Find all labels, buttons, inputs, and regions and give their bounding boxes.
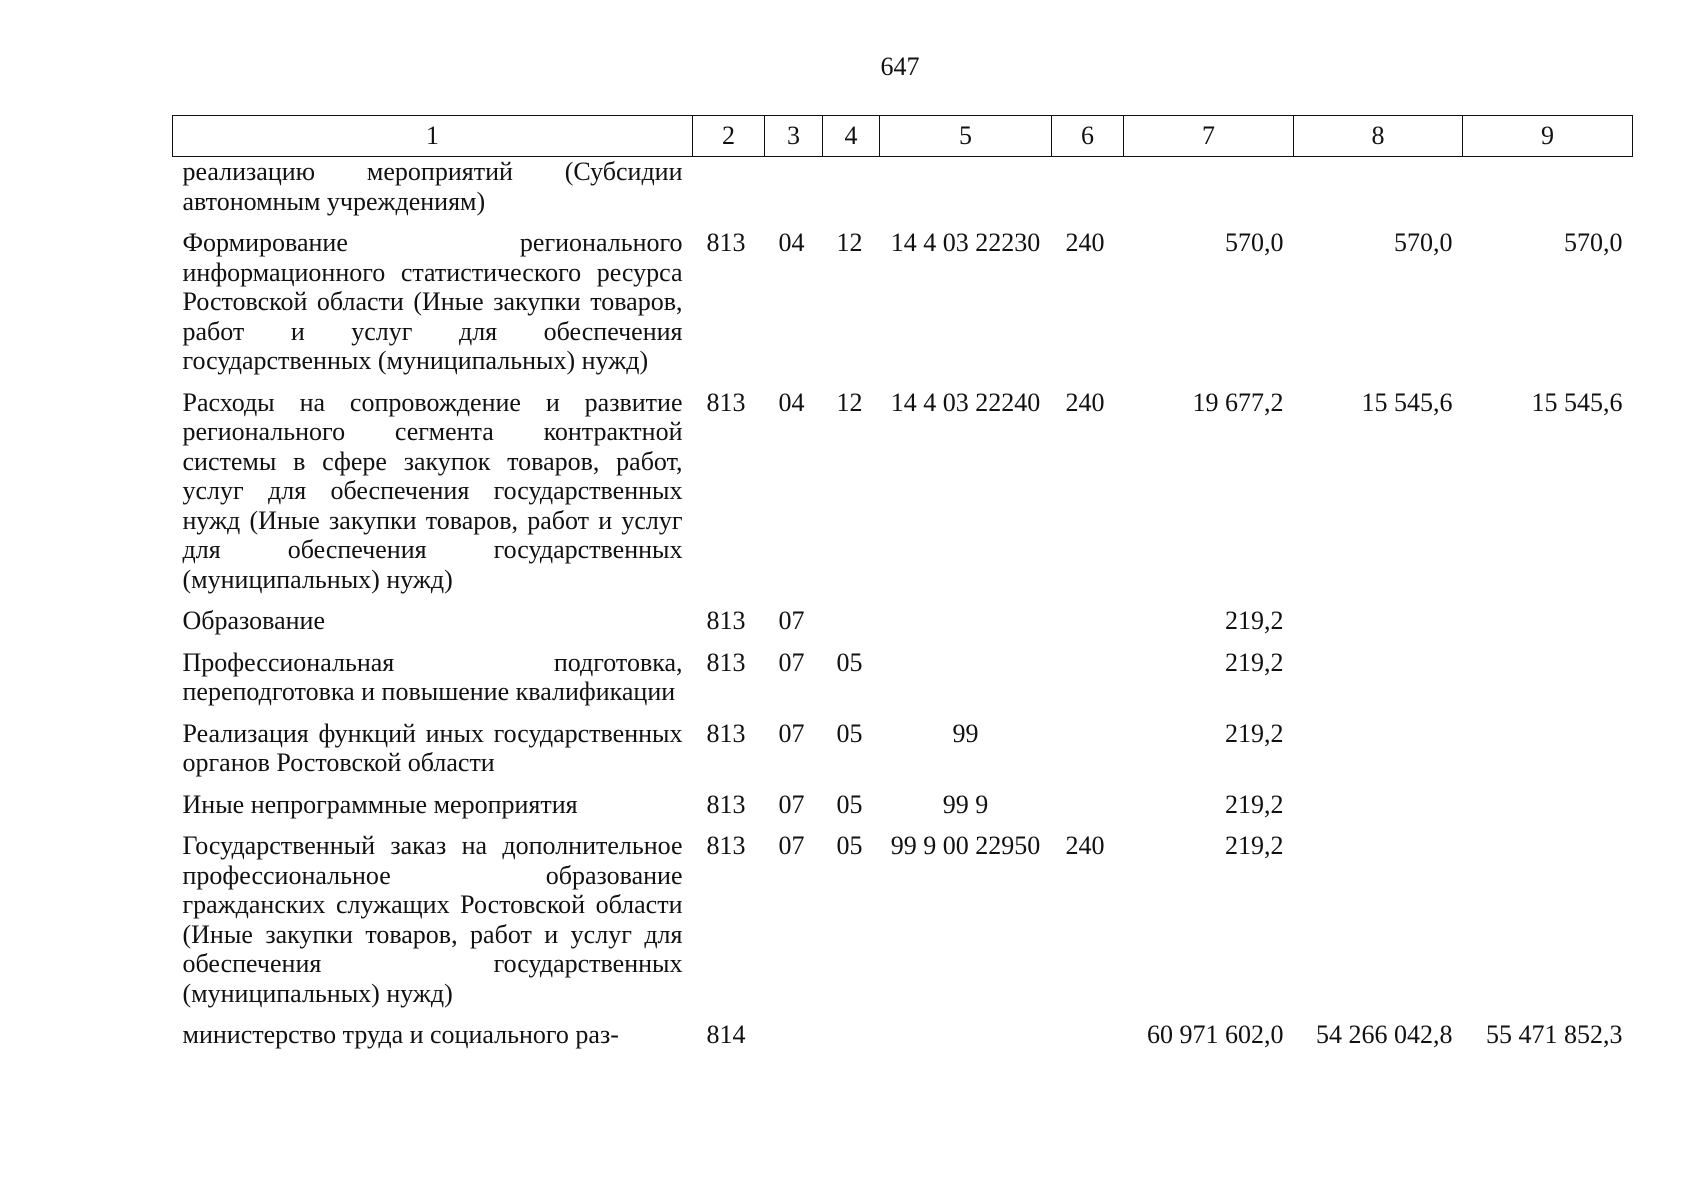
budget-table: [172, 115, 1633, 1062]
row-amount-col-8: [1294, 157, 1463, 229]
row-amount-col-9: [1463, 606, 1633, 648]
row-amount-col-7: 570,0: [1225, 228, 1284, 257]
header-col-5: 5: [880, 116, 1052, 157]
row-section-code: 07: [778, 647, 805, 677]
row-amount-col-9: [1463, 719, 1633, 790]
table-row: [173, 388, 1633, 607]
row-ministry-code: [693, 157, 765, 229]
row-amount-col-9: [1463, 648, 1633, 719]
row-section-code: 07: [778, 831, 805, 860]
row-name: Расходы на сопровождение и развитие регионального сегмента контрактной системы в сфере закупок товаров, работ, услуг для обеспечения государственных нужд (Иные закупки товаров, работ и услуг для обеспечения государственных (муниципальных) нужд): [182, 387, 683, 594]
row-ministry-code: 813: [706, 789, 746, 819]
row-subsection-code: 05: [836, 831, 863, 860]
row-amount-col-7: 219,2: [1225, 789, 1284, 819]
row-amount-col-7: 60 971 602,0: [1147, 1020, 1284, 1049]
row-name: реализацию мероприятий (Субсидии автономным учреждениям): [182, 157, 683, 216]
row-name: Образование: [182, 606, 326, 635]
row-target-article: 99 9 00 22950: [890, 831, 1041, 860]
row-target-article: 99 9: [942, 789, 989, 819]
row-section-code: 07: [778, 606, 805, 635]
row-target-article: 14 4 03 22240: [890, 387, 1041, 417]
row-target-article: 99: [952, 718, 979, 748]
row-name: Формирование регионального информационного статистического ресурса Ростовской области (Иные закупки товаров, работ и услуг для обеспечения государственных (муниципальных) нужд): [182, 228, 683, 375]
header-col-8: 8: [1294, 116, 1463, 157]
row-target-article: [880, 157, 1052, 229]
header-col-3: 3: [765, 116, 823, 157]
row-subsection-code: 12: [836, 387, 863, 417]
row-amount-col-8: 54 266 042,8: [1316, 1020, 1453, 1049]
row-amount-col-7: 19 677,2: [1192, 387, 1284, 417]
row-subsection-code: [823, 1020, 880, 1062]
row-section-code: 07: [778, 718, 805, 748]
table-row: [173, 157, 1633, 229]
page-number: 647: [880, 52, 920, 81]
row-target-article: 14 4 03 22230: [890, 228, 1041, 257]
header-col-2: 2: [693, 116, 765, 157]
table-row: [173, 831, 1633, 1020]
row-amount-col-9: [1463, 831, 1633, 1020]
row-expense-type: [1052, 648, 1124, 719]
row-name: Государственный заказ на дополнительное профессиональное образование гражданских служащих Ростовской области (Иные закупки товаров, работ и услуг для обеспечения государственных (муниципальных) нужд): [182, 831, 683, 1008]
header-col-6: 6: [1052, 116, 1124, 157]
row-amount-col-8: 15 545,6: [1361, 387, 1453, 417]
header-col-7: 7: [1124, 116, 1294, 157]
row-expense-type: [1052, 606, 1124, 648]
table-row: [173, 648, 1633, 719]
header-col-4: 4: [823, 116, 880, 157]
row-name: Профессиональная подготовка, переподготовка и повышение квалификации: [182, 647, 683, 706]
row-ministry-code: 813: [706, 718, 746, 748]
row-amount-col-8: [1294, 790, 1463, 832]
row-amount-col-9: [1463, 157, 1633, 229]
row-subsection-code: 05: [836, 789, 863, 819]
header-row: [173, 116, 1633, 157]
row-expense-type: [1052, 719, 1124, 790]
row-expense-type: [1052, 790, 1124, 832]
table-row: [173, 606, 1633, 648]
row-amount-col-8: [1294, 719, 1463, 790]
table-body: [173, 157, 1633, 1062]
row-section-code: [765, 157, 823, 229]
row-amount-col-7: 219,2: [1225, 606, 1284, 635]
row-amount-col-8: 570,0: [1394, 228, 1453, 257]
row-amount-col-7: 219,2: [1225, 647, 1284, 677]
row-amount-col-9: 15 545,6: [1531, 387, 1623, 417]
row-expense-type: [1052, 157, 1124, 229]
row-section-code: 04: [778, 228, 805, 257]
row-subsection-code: 05: [836, 647, 863, 677]
row-expense-type: 240: [1065, 228, 1105, 257]
row-section-code: [765, 1020, 823, 1062]
row-target-article: [880, 648, 1052, 719]
row-ministry-code: 813: [706, 606, 746, 635]
row-expense-type: 240: [1065, 387, 1105, 417]
table-row: [173, 228, 1633, 388]
table-row: [173, 790, 1633, 832]
header-col-1: 1: [173, 116, 693, 157]
row-target-article: [880, 1020, 1052, 1062]
row-amount-col-9: 55 471 852,3: [1486, 1020, 1623, 1049]
row-subsection-code: [823, 157, 880, 229]
row-ministry-code: 813: [706, 387, 746, 417]
row-amount-col-7: [1124, 157, 1294, 229]
row-amount-col-8: [1294, 648, 1463, 719]
row-name: Иные непрограммные мероприятия: [182, 789, 578, 819]
row-name: Реализация функций иных государственных органов Ростовской области: [182, 718, 683, 777]
row-amount-col-9: 570,0: [1564, 228, 1623, 257]
row-subsection-code: 12: [836, 228, 863, 257]
row-ministry-code: 813: [706, 647, 746, 677]
row-section-code: 04: [778, 387, 805, 417]
row-ministry-code: 813: [706, 831, 746, 860]
table-header: [173, 116, 1633, 157]
table-row: [173, 719, 1633, 790]
row-section-code: 07: [778, 789, 805, 819]
row-name: министерство труда и социального раз-: [182, 1020, 619, 1049]
row-subsection-code: [823, 606, 880, 648]
budget-table-container: [172, 115, 1632, 1062]
row-amount-col-7: 219,2: [1225, 718, 1284, 748]
row-amount-col-8: [1294, 831, 1463, 1020]
row-amount-col-8: [1294, 606, 1463, 648]
row-ministry-code: 813: [706, 228, 746, 257]
row-ministry-code: 814: [706, 1020, 746, 1049]
table-row: [173, 1020, 1633, 1062]
row-expense-type: 240: [1065, 831, 1105, 860]
row-amount-col-9: [1463, 790, 1633, 832]
row-target-article: [880, 606, 1052, 648]
row-subsection-code: 05: [836, 718, 863, 748]
row-amount-col-7: 219,2: [1225, 831, 1284, 860]
header-col-9: 9: [1463, 116, 1633, 157]
row-expense-type: [1052, 1020, 1124, 1062]
